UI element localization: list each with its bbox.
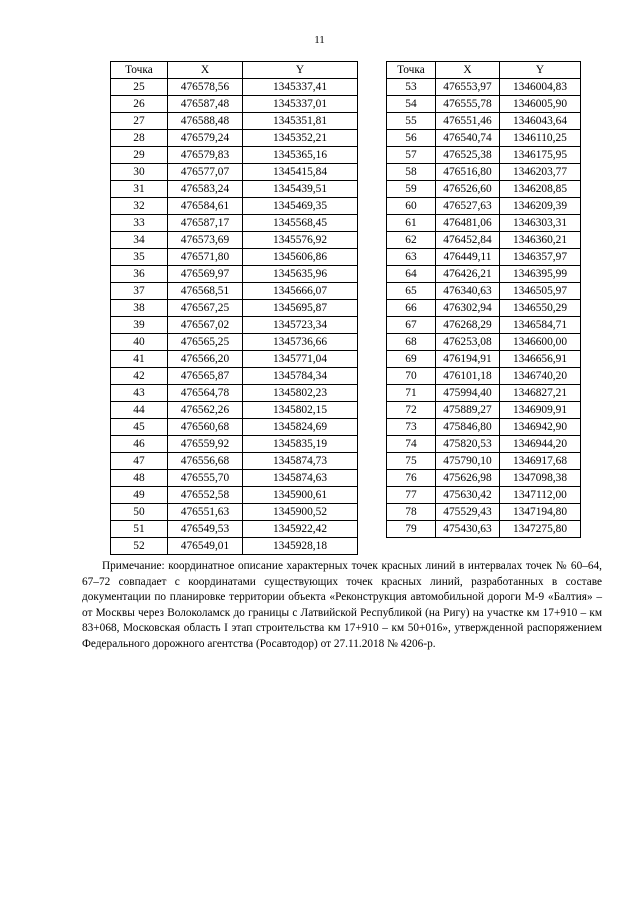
page-number: 11 <box>314 34 325 46</box>
table-row <box>387 266 581 283</box>
x-cell: 476194,91 <box>436 351 500 368</box>
point-cell: 56 <box>387 130 436 147</box>
x-cell: 476587,48 <box>168 96 243 113</box>
y-cell: 1345922,42 <box>243 521 358 538</box>
y-cell: 1346740,20 <box>500 368 581 385</box>
y-cell: 1345802,15 <box>243 402 358 419</box>
point-cell: 52 <box>111 538 168 555</box>
x-cell: 476452,84 <box>436 232 500 249</box>
point-cell: 28 <box>111 130 168 147</box>
point-cell: 29 <box>111 147 168 164</box>
x-cell: 475846,80 <box>436 419 500 436</box>
y-cell: 1346360,21 <box>500 232 581 249</box>
table-row <box>111 113 358 130</box>
table-row <box>111 249 358 266</box>
x-cell: 476555,70 <box>168 470 243 487</box>
y-cell: 1345900,52 <box>243 504 358 521</box>
y-cell: 1346909,91 <box>500 402 581 419</box>
y-cell: 1345337,01 <box>243 96 358 113</box>
x-cell: 476555,78 <box>436 96 500 113</box>
point-cell: 76 <box>387 470 436 487</box>
table-row <box>387 113 581 130</box>
table-row <box>387 402 581 419</box>
y-cell: 1345736,66 <box>243 334 358 351</box>
table-row <box>111 436 358 453</box>
y-cell: 1346550,29 <box>500 300 581 317</box>
y-cell: 1345723,34 <box>243 317 358 334</box>
x-cell: 476551,46 <box>436 113 500 130</box>
x-cell: 476559,92 <box>168 436 243 453</box>
x-cell: 476567,25 <box>168 300 243 317</box>
point-cell: 79 <box>387 521 436 538</box>
table-row <box>111 487 358 504</box>
x-cell: 476571,80 <box>168 249 243 266</box>
x-cell: 476268,29 <box>436 317 500 334</box>
x-cell: 475529,43 <box>436 504 500 521</box>
table-row <box>111 215 358 232</box>
y-cell: 1345666,07 <box>243 283 358 300</box>
x-cell: 476566,20 <box>168 351 243 368</box>
point-cell: 57 <box>387 147 436 164</box>
point-cell: 33 <box>111 215 168 232</box>
point-cell: 61 <box>387 215 436 232</box>
x-cell: 476587,17 <box>168 215 243 232</box>
point-cell: 66 <box>387 300 436 317</box>
coordinates-table-left <box>110 61 358 555</box>
header-point: Точка <box>111 62 168 79</box>
table-row <box>111 368 358 385</box>
x-cell: 476340,63 <box>436 283 500 300</box>
x-cell: 476526,60 <box>436 181 500 198</box>
table-row <box>111 317 358 334</box>
x-cell: 476540,74 <box>436 130 500 147</box>
x-cell: 476481,06 <box>436 215 500 232</box>
x-cell: 475790,10 <box>436 453 500 470</box>
point-cell: 38 <box>111 300 168 317</box>
point-cell: 69 <box>387 351 436 368</box>
point-cell: 26 <box>111 96 168 113</box>
y-cell: 1346043,64 <box>500 113 581 130</box>
point-cell: 78 <box>387 504 436 521</box>
x-cell: 476549,53 <box>168 521 243 538</box>
x-cell: 476101,18 <box>436 368 500 385</box>
table-row <box>387 487 581 504</box>
point-cell: 50 <box>111 504 168 521</box>
coordinates-table-right <box>386 61 581 538</box>
table-row <box>111 300 358 317</box>
point-cell: 34 <box>111 232 168 249</box>
y-cell: 1345568,45 <box>243 215 358 232</box>
y-cell: 1345337,41 <box>243 79 358 96</box>
y-cell: 1346357,97 <box>500 249 581 266</box>
table-row <box>111 266 358 283</box>
point-cell: 53 <box>387 79 436 96</box>
y-cell: 1345635,96 <box>243 266 358 283</box>
y-cell: 1345606,86 <box>243 249 358 266</box>
x-cell: 476551,63 <box>168 504 243 521</box>
point-cell: 40 <box>111 334 168 351</box>
table-row <box>387 232 581 249</box>
table-row <box>111 198 358 215</box>
x-cell: 476562,26 <box>168 402 243 419</box>
point-cell: 35 <box>111 249 168 266</box>
y-cell: 1347275,80 <box>500 521 581 538</box>
y-cell: 1345695,87 <box>243 300 358 317</box>
table-header-row <box>387 62 581 79</box>
y-cell: 1345824,69 <box>243 419 358 436</box>
y-cell: 1346600,00 <box>500 334 581 351</box>
point-cell: 45 <box>111 419 168 436</box>
point-cell: 68 <box>387 334 436 351</box>
point-cell: 65 <box>387 283 436 300</box>
y-cell: 1345576,92 <box>243 232 358 249</box>
x-cell: 475430,63 <box>436 521 500 538</box>
y-cell: 1347112,00 <box>500 487 581 504</box>
point-cell: 70 <box>387 368 436 385</box>
point-cell: 59 <box>387 181 436 198</box>
x-cell: 475820,53 <box>436 436 500 453</box>
x-cell: 476577,07 <box>168 164 243 181</box>
table-row <box>387 147 581 164</box>
table-row <box>387 130 581 147</box>
table-row <box>387 504 581 521</box>
x-cell: 476583,24 <box>168 181 243 198</box>
point-cell: 37 <box>111 283 168 300</box>
y-cell: 1346208,85 <box>500 181 581 198</box>
point-cell: 27 <box>111 113 168 130</box>
x-cell: 476553,97 <box>436 79 500 96</box>
table-row <box>387 521 581 538</box>
table-row <box>387 436 581 453</box>
y-cell: 1345352,21 <box>243 130 358 147</box>
x-cell: 476588,48 <box>168 113 243 130</box>
table-row <box>111 79 358 96</box>
point-cell: 30 <box>111 164 168 181</box>
y-cell: 1346110,25 <box>500 130 581 147</box>
x-cell: 476579,24 <box>168 130 243 147</box>
point-cell: 74 <box>387 436 436 453</box>
header-x: X <box>168 62 243 79</box>
table-row <box>111 147 358 164</box>
point-cell: 36 <box>111 266 168 283</box>
header-point: Точка <box>387 62 436 79</box>
point-cell: 54 <box>387 96 436 113</box>
table-header-row <box>111 62 358 79</box>
table-row <box>387 351 581 368</box>
x-cell: 476568,51 <box>168 283 243 300</box>
x-cell: 476565,87 <box>168 368 243 385</box>
x-cell: 476426,21 <box>436 266 500 283</box>
x-cell: 476552,58 <box>168 487 243 504</box>
y-cell: 1346656,91 <box>500 351 581 368</box>
x-cell: 475994,40 <box>436 385 500 402</box>
table-row <box>111 538 358 555</box>
point-cell: 25 <box>111 79 168 96</box>
point-cell: 60 <box>387 198 436 215</box>
point-cell: 49 <box>111 487 168 504</box>
point-cell: 71 <box>387 385 436 402</box>
x-cell: 476556,68 <box>168 453 243 470</box>
y-cell: 1346917,68 <box>500 453 581 470</box>
point-cell: 73 <box>387 419 436 436</box>
table-row <box>387 181 581 198</box>
x-cell: 475630,42 <box>436 487 500 504</box>
x-cell: 476578,56 <box>168 79 243 96</box>
y-cell: 1345928,18 <box>243 538 358 555</box>
point-cell: 72 <box>387 402 436 419</box>
point-cell: 58 <box>387 164 436 181</box>
table-row <box>387 249 581 266</box>
point-cell: 32 <box>111 198 168 215</box>
y-cell: 1346942,90 <box>500 419 581 436</box>
table-row <box>111 181 358 198</box>
y-cell: 1345835,19 <box>243 436 358 453</box>
x-cell: 476579,83 <box>168 147 243 164</box>
x-cell: 476565,25 <box>168 334 243 351</box>
header-y: Y <box>500 62 581 79</box>
table-row <box>387 470 581 487</box>
point-cell: 64 <box>387 266 436 283</box>
table-row <box>111 385 358 402</box>
y-cell: 1346584,71 <box>500 317 581 334</box>
header-x: X <box>436 62 500 79</box>
y-cell: 1345365,16 <box>243 147 358 164</box>
point-cell: 46 <box>111 436 168 453</box>
point-cell: 51 <box>111 521 168 538</box>
table-row <box>111 470 358 487</box>
x-cell: 476567,02 <box>168 317 243 334</box>
x-cell: 476564,78 <box>168 385 243 402</box>
x-cell: 476302,94 <box>436 300 500 317</box>
x-cell: 476449,11 <box>436 249 500 266</box>
table-row <box>387 453 581 470</box>
x-cell: 476525,38 <box>436 147 500 164</box>
point-cell: 41 <box>111 351 168 368</box>
y-cell: 1345439,51 <box>243 181 358 198</box>
x-cell: 476584,61 <box>168 198 243 215</box>
y-cell: 1346395,99 <box>500 266 581 283</box>
header-y: Y <box>243 62 358 79</box>
y-cell: 1346827,21 <box>500 385 581 402</box>
point-cell: 31 <box>111 181 168 198</box>
table-row <box>387 96 581 113</box>
table-row <box>111 232 358 249</box>
note-paragraph <box>82 559 602 653</box>
point-cell: 44 <box>111 402 168 419</box>
point-cell: 55 <box>387 113 436 130</box>
y-cell: 1346203,77 <box>500 164 581 181</box>
table-row <box>387 385 581 402</box>
point-cell: 75 <box>387 453 436 470</box>
x-cell: 476573,69 <box>168 232 243 249</box>
point-cell: 43 <box>111 385 168 402</box>
y-cell: 1347098,38 <box>500 470 581 487</box>
y-cell: 1346944,20 <box>500 436 581 453</box>
point-cell: 63 <box>387 249 436 266</box>
point-cell: 39 <box>111 317 168 334</box>
x-cell: 476253,08 <box>436 334 500 351</box>
table-row <box>111 504 358 521</box>
table-row <box>111 96 358 113</box>
x-cell: 475889,27 <box>436 402 500 419</box>
table-row <box>111 402 358 419</box>
table-row <box>387 300 581 317</box>
y-cell: 1345415,84 <box>243 164 358 181</box>
y-cell: 1346004,83 <box>500 79 581 96</box>
point-cell: 67 <box>387 317 436 334</box>
table-row <box>111 419 358 436</box>
table-row <box>111 164 358 181</box>
x-cell: 475626,98 <box>436 470 500 487</box>
x-cell: 476527,63 <box>436 198 500 215</box>
table-row <box>111 351 358 368</box>
table-row <box>111 334 358 351</box>
point-cell: 48 <box>111 470 168 487</box>
y-cell: 1345874,73 <box>243 453 358 470</box>
point-cell: 62 <box>387 232 436 249</box>
y-cell: 1345771,04 <box>243 351 358 368</box>
note-text: Примечание: координатное описание характерных точек красных линий в интервалах точек № 60–64, 67–72 совпадает с координатами существующих точек красных линий, разработанных в составе документации по планировке территории объекта «Реконструкция автомобильной дороги М-9 «Балтия» – от Москвы через Волоколамск до границы с Латвийской Республикой (на Ригу) на участке км 17+910 – км 83+068, Московская область I этап строительства км 17+910 – км 50+016», утвержденной распоряжением Федерального дорожного агентства (Росавтодор) от 27.11.2018 № 4206-р. <box>82 560 602 650</box>
table-row <box>387 317 581 334</box>
point-cell: 77 <box>387 487 436 504</box>
table-row <box>387 368 581 385</box>
y-cell: 1347194,80 <box>500 504 581 521</box>
table-row <box>387 334 581 351</box>
y-cell: 1346175,95 <box>500 147 581 164</box>
table-row <box>387 419 581 436</box>
point-cell: 42 <box>111 368 168 385</box>
x-cell: 476560,68 <box>168 419 243 436</box>
table-row <box>111 283 358 300</box>
table-row <box>387 79 581 96</box>
table-row <box>387 164 581 181</box>
table-row <box>111 130 358 147</box>
table-row <box>387 198 581 215</box>
table-row <box>387 215 581 232</box>
y-cell: 1346303,31 <box>500 215 581 232</box>
y-cell: 1345784,34 <box>243 368 358 385</box>
x-cell: 476569,97 <box>168 266 243 283</box>
y-cell: 1345900,61 <box>243 487 358 504</box>
y-cell: 1345469,35 <box>243 198 358 215</box>
y-cell: 1345802,23 <box>243 385 358 402</box>
y-cell: 1346209,39 <box>500 198 581 215</box>
x-cell: 476516,80 <box>436 164 500 181</box>
y-cell: 1345351,81 <box>243 113 358 130</box>
y-cell: 1346005,90 <box>500 96 581 113</box>
table-row <box>111 453 358 470</box>
x-cell: 476549,01 <box>168 538 243 555</box>
point-cell: 47 <box>111 453 168 470</box>
table-row <box>111 521 358 538</box>
y-cell: 1346505,97 <box>500 283 581 300</box>
table-row <box>387 283 581 300</box>
y-cell: 1345874,63 <box>243 470 358 487</box>
